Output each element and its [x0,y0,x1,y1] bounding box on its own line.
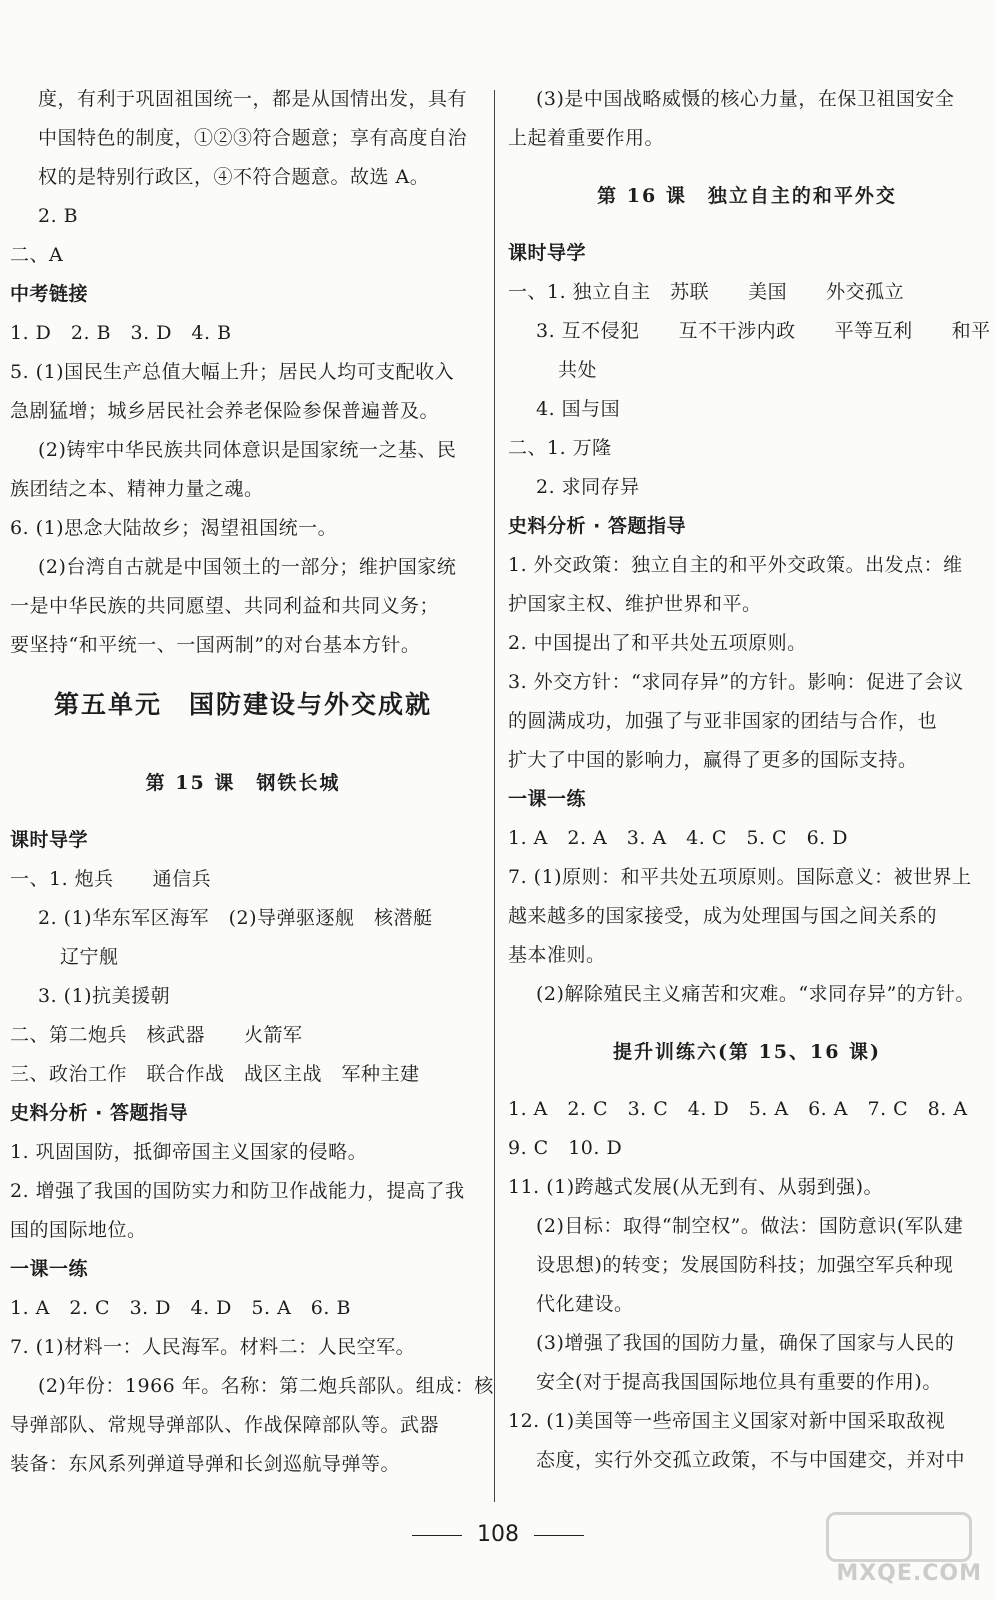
text-line: 权的是特别行政区，④不符合题意。故选 A。 [38,166,430,188]
text-line: 1. A 2. C 3. D 4. D 5. A 6. B [10,1297,351,1319]
text-line: 要坚持“和平统一、一国两制”的对台基本方针。 [10,634,421,656]
text-line: 7. (1)材料一：人民海军。材料二：人民空军。 [10,1336,416,1358]
section-heading: 一课一练 [508,788,587,810]
text-line: 基本准则。 [508,944,606,966]
text-line: 9. C 10. D [508,1137,623,1159]
text-line: 3. 互不侵犯 互不干涉内政 平等互利 和平 [536,320,991,342]
text-line: 共处 [558,359,598,381]
text-line: 安全(对于提高我国国际地位具有重要的作用)。 [536,1371,942,1393]
text-line: 3. 外交方针：“求同存异”的方针。影响：促进了会议 [508,671,964,693]
text-line: 度，有利于巩固祖国统一，都是从国情出发，具有 [38,88,468,110]
text-line: 二、第二炮兵 核武器 火箭军 [10,1024,303,1046]
watermark-badge-icon [826,1512,972,1562]
text-line: 护国家主权、维护世界和平。 [508,593,762,615]
text-line: 三、政治工作 联合作战 战区主战 军种主建 [10,1063,420,1085]
text-line: 越来越多的国家接受，成为处理国与国之间关系的 [508,905,938,927]
text-line: (2)年份：1966 年。名称：第二炮兵部队。组成：核 [38,1375,494,1397]
footer-rule-left [412,1535,462,1536]
text-line: 一、1. 独立自主 苏联 美国 外交孤立 [508,281,905,303]
lesson-title: 提升训练六(第 15、16 课) [612,1041,882,1063]
page-number: 108 [477,1522,519,1547]
text-line: 3. (1)抗美援朝 [38,985,171,1007]
text-line: 2. 求同存异 [536,476,640,498]
text-line: 代化建设。 [536,1293,634,1315]
text-line: 12. (1)美国等一些帝国主义国家对新中国采取敌视 [508,1410,946,1432]
section-heading: 一课一练 [10,1258,89,1280]
text-line: 一是中华民族的共同愿望、共同利益和共同义务； [10,595,440,617]
text-line: (2)解除殖民主义痛苦和灾难。“求同存异”的方针。 [536,983,975,1005]
text-line: 1. 巩固国防，抵御帝国主义国家的侵略。 [10,1141,368,1163]
section-heading: 中考链接 [10,283,89,305]
text-line: 急剧猛增；城乡居民社会养老保险参保普遍普及。 [10,400,440,422]
text-line: (3)增强了我国的国防力量，确保了国家与人民的 [536,1332,955,1354]
text-line: 导弹部队、常规导弹部队、作战保障部队等。武器 [10,1414,440,1436]
text-line: (2)铸牢中华民族共同体意识是国家统一之基、民 [38,439,457,461]
text-line: 设思想)的转变；发展国防科技；加强空军兵种现 [536,1254,954,1276]
section-heading: 课时导学 [508,242,587,264]
section-heading: 课时导学 [10,829,89,851]
text-line: 2. 中国提出了和平共处五项原则。 [508,632,807,654]
column-divider [494,90,495,1502]
text-line: 国的国际地位。 [10,1219,147,1241]
text-line: 一、1. 炮兵 通信兵 [10,868,212,890]
text-line: 中国特色的制度，①②③符合题意；享有高度自治 [38,127,468,149]
text-line: 4. 国与国 [536,398,621,420]
watermark-text: MXQE.COM [836,1561,982,1586]
text-line: (2)台湾自古就是中国领土的一部分；维护国家统 [38,556,457,578]
text-line: 态度，实行外交孤立政策，不与中国建交，并对中 [536,1449,966,1471]
text-line: 5. (1)国民生产总值大幅上升；居民人均可支配收入 [10,361,455,383]
text-line: 6. (1)思念大陆故乡；渴望祖国统一。 [10,517,338,539]
unit-title: 第五单元 国防建设与外交成就 [53,690,432,719]
watermark-logo [822,1512,982,1586]
text-line: (3)是中国战略威慑的核心力量，在保卫祖国安全 [536,88,955,110]
text-line: 2. B [38,205,79,227]
footer-rule-right [534,1535,584,1536]
text-line: 1. A 2. C 3. C 4. D 5. A 6. A 7. C 8. A [508,1098,968,1120]
text-line: 1. 外交政策：独立自主的和平外交政策。出发点：维 [508,554,963,576]
left-column [10,80,494,1484]
text-line: 2. 增强了我国的国防实力和防卫作战能力，提高了我 [10,1180,465,1202]
text-line: 的圆满成功，加强了与亚非国家的团结与合作，也 [508,710,938,732]
text-line: 二、1. 万隆 [508,437,612,459]
text-line: 族团结之本、精神力量之魂。 [10,478,264,500]
section-heading: 史料分析 · 答题指导 [10,1102,188,1124]
text-line: 辽宁舰 [60,946,119,968]
text-line: 扩大了中国的影响力，赢得了更多的国际支持。 [508,749,918,771]
text-line: 1. D 2. B 3. D 4. B [10,322,232,344]
right-column [508,80,991,1480]
text-line: 上起着重要作用。 [508,127,665,149]
text-line: 7. (1)原则：和平共处五项原则。国际意义：被世界上 [508,866,972,888]
text-line: 二、A [10,244,64,266]
text-line: 装备：东风系列弹道导弹和长剑巡航导弹等。 [10,1453,401,1475]
lesson-title: 第 16 课 独立自主的和平外交 [597,185,897,207]
text-line: 11. (1)跨越式发展(从无到有、从弱到强)。 [508,1176,883,1198]
text-line: 2. (1)华东军区海军 (2)导弹驱逐舰 核潜艇 [38,907,433,929]
text-line: (2)目标：取得“制空权”。做法：国防意识(军队建 [536,1215,964,1237]
section-heading: 史料分析 · 答题指导 [508,515,686,537]
text-line: 1. A 2. A 3. A 4. C 5. C 6. D [508,827,848,849]
lesson-title: 第 15 课 钢铁长城 [145,772,341,794]
